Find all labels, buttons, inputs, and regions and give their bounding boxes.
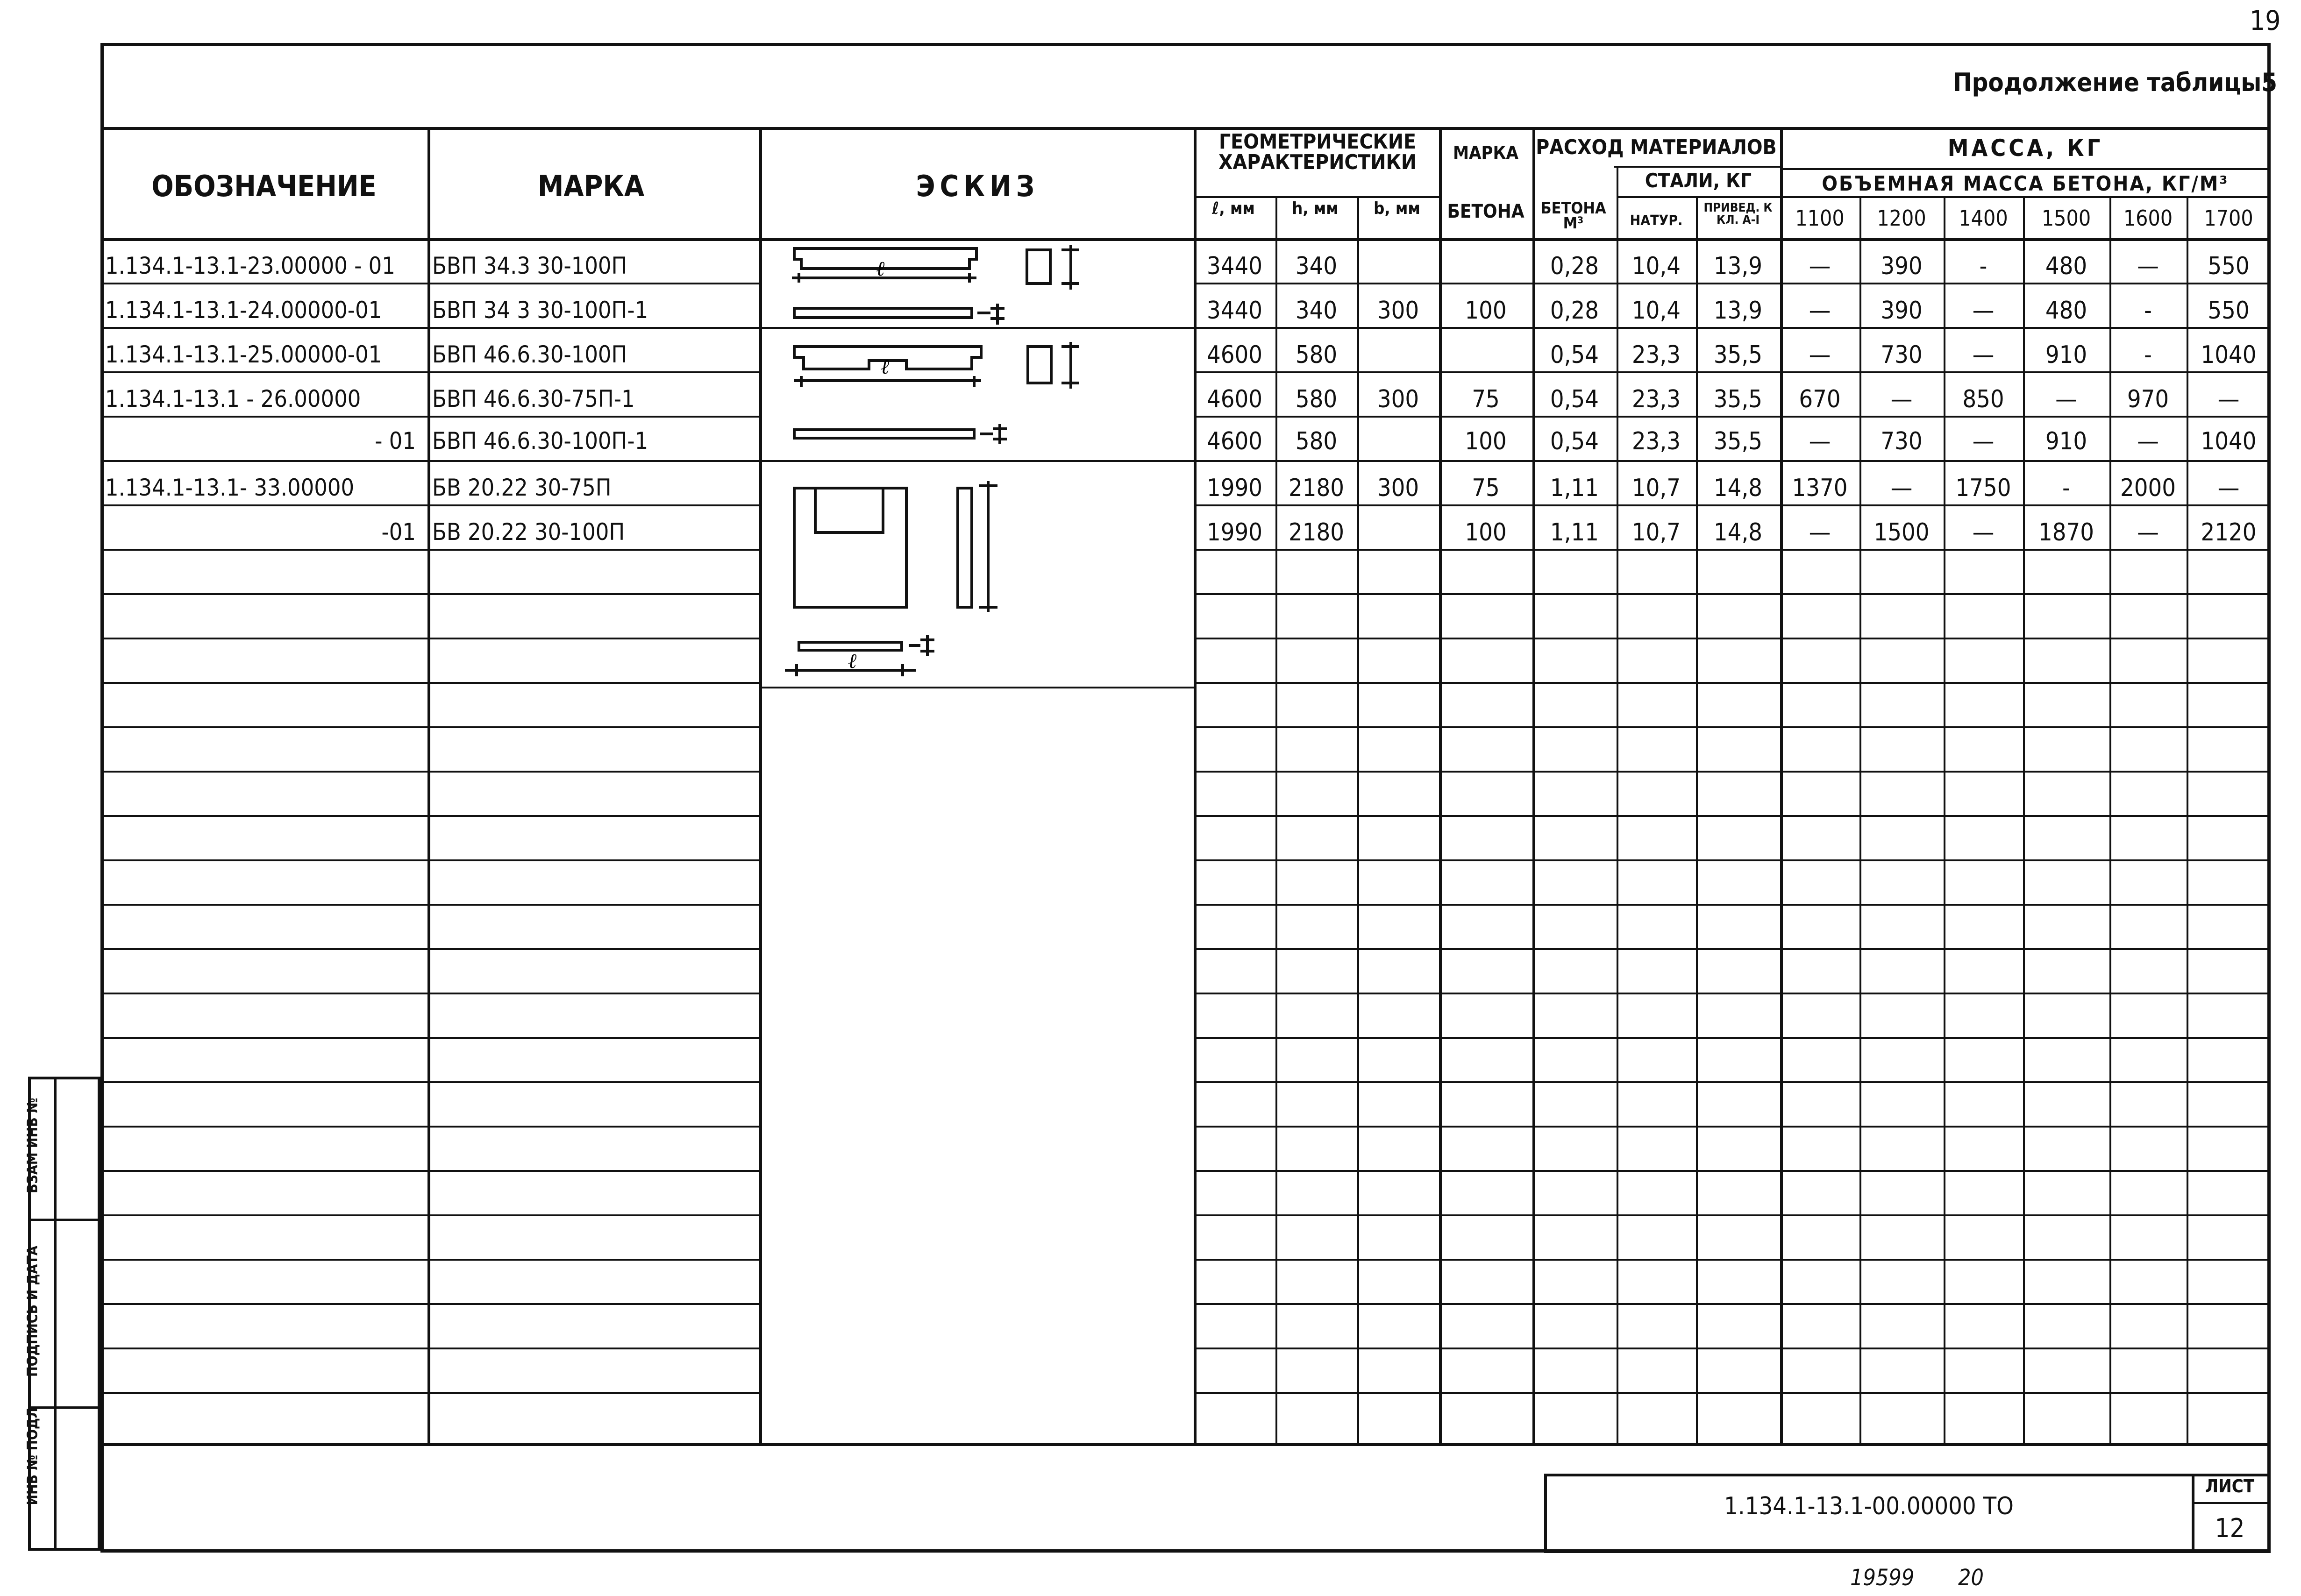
cell-b: 300: [1377, 297, 1419, 325]
header-geom-h: h, мм: [1292, 199, 1339, 218]
cell-nat: 10,7: [1631, 474, 1681, 502]
cell-nat: 10,7: [1631, 518, 1681, 546]
title-block-sheet-number: 12: [2215, 1513, 2245, 1544]
header-steel-reduced: ПРИВЕД. К КЛ. А-I: [1703, 201, 1773, 227]
grid-vline: [1780, 127, 1783, 1443]
cell-b: 300: [1377, 385, 1419, 413]
cell-conc: 0,54: [1550, 427, 1599, 455]
grid-hline: [1194, 1214, 2271, 1216]
cell-m1200: 390: [1881, 252, 1923, 280]
cell-m1100: —: [1809, 427, 1831, 455]
cell-designation: 1.134.1-13.1-24.00000-01: [105, 297, 382, 324]
title-block-sheet-label: ЛИСТ: [2205, 1476, 2255, 1497]
cell-m1200: 390: [1881, 297, 1923, 325]
cell-b: 300: [1377, 474, 1419, 502]
svg-text:ℓ: ℓ: [876, 257, 885, 281]
grid-hline: [1194, 1348, 2271, 1349]
grid-hline: [1194, 771, 2271, 773]
header-geometry: ГЕОМЕТРИЧЕСКИЕ ХАРАКТЕРИСТИКИ: [1218, 130, 1417, 174]
cell-m1400: -: [1979, 252, 1988, 280]
svg-text:ℓ: ℓ: [848, 649, 857, 673]
cell-conc: 1,11: [1550, 518, 1599, 546]
stamp-inv-podl: ИНВ № ПОДЛ: [24, 1407, 41, 1505]
cell-mark: БВП 46.6.30-75П-1: [432, 385, 635, 412]
cell-conc: 0,54: [1550, 341, 1599, 369]
grid-hline: [1194, 904, 2271, 906]
cell-red: 14,8: [1713, 518, 1763, 546]
grid-hline: [1194, 1126, 2271, 1128]
grid-hline: [1194, 1081, 2271, 1083]
footer-note: 19599 20: [1850, 1565, 1984, 1591]
cell-m1100: 670: [1799, 385, 1841, 413]
cell-m1600: —: [2137, 518, 2159, 546]
cell-conc: 0,54: [1550, 385, 1599, 413]
grid-vline: [2023, 196, 2025, 1443]
cell-m1500: 910: [2045, 427, 2087, 455]
sketch-beam-46: [794, 342, 1079, 444]
cell-l: 3440: [1206, 252, 1263, 280]
grid-hline: [1617, 196, 1780, 198]
grid-hline: [1194, 593, 2271, 595]
cell-m1400: —: [1972, 341, 1995, 369]
header-density: ОБЪЕМНАЯ МАССА БЕТОНА, КГ/М³: [1822, 172, 2229, 196]
grid-hline: [1194, 1303, 2271, 1305]
grid-hline: [1780, 168, 2271, 170]
cell-m1400: —: [1972, 518, 1995, 546]
header-density-1200: 1200: [1877, 206, 1926, 231]
grid-hline: [1194, 1037, 2271, 1039]
cell-m1500: 480: [2045, 252, 2087, 280]
grid-hline: [1194, 815, 2271, 817]
cell-m1400: 1750: [1955, 474, 2011, 502]
cell-h: 580: [1295, 427, 1338, 455]
cell-red: 35,5: [1713, 341, 1763, 369]
grid-hline: [1194, 196, 1439, 198]
cell-mark: БВП 34 3 30-100П-1: [432, 297, 648, 324]
cell-m1700: —: [2217, 385, 2240, 413]
cell-cmark: 75: [1472, 474, 1500, 502]
cell-designation: 1.134.1-13.1 - 26.00000: [105, 385, 361, 412]
sketch-drawings: [757, 238, 1205, 696]
cell-m1200: —: [1890, 474, 1913, 502]
grid-vline: [1944, 196, 1945, 1443]
page-number: 19: [2250, 5, 2281, 36]
cell-l: 4600: [1206, 341, 1263, 369]
cell-m1100: 1370: [1792, 474, 1848, 502]
cell-m1200: 730: [1881, 341, 1923, 369]
header-concrete-m3: БЕТОНА М³: [1540, 199, 1606, 233]
cell-m1700: 2120: [2201, 518, 2257, 546]
grid-hline: [100, 1443, 2271, 1446]
cell-m1700: 550: [2208, 252, 2250, 280]
grid-hline: [1614, 166, 1780, 168]
header-sketch: ЭСКИЗ: [916, 169, 1040, 203]
cell-red: 13,9: [1713, 252, 1763, 280]
cell-m1100: —: [1809, 518, 1831, 546]
cell-conc: 0,28: [1550, 252, 1599, 280]
cell-h: 340: [1295, 297, 1338, 325]
cell-red: 35,5: [1713, 385, 1763, 413]
cell-m1500: 910: [2045, 341, 2087, 369]
grid-hline: [1194, 504, 2271, 506]
cell-m1700: 1040: [2201, 427, 2257, 455]
cell-m1200: 730: [1881, 427, 1923, 455]
header-density-1600: 1600: [2123, 206, 2173, 231]
header-steel-nat: НАТУР.: [1630, 213, 1683, 229]
grid-hline: [1194, 371, 2271, 373]
grid-vline: [427, 127, 430, 1443]
grid-vline: [2109, 196, 2111, 1443]
cell-h: 580: [1295, 385, 1338, 413]
cell-m1100: —: [1809, 341, 1831, 369]
sketch-beam-34: [792, 245, 1079, 325]
grid-hline: [1194, 993, 2271, 994]
grid-vline: [1696, 196, 1698, 1443]
cell-m1400: 850: [1962, 385, 2004, 413]
cell-m1600: 2000: [2120, 474, 2176, 502]
cell-m1400: —: [1972, 427, 1995, 455]
cell-m1500: —: [2055, 385, 2077, 413]
header-materials: РАСХОД МАТЕРИАЛОВ: [1536, 135, 1777, 159]
cell-designation: - 01: [375, 427, 416, 454]
cell-m1600: —: [2137, 427, 2159, 455]
header-mark: МАРКА: [537, 169, 645, 203]
grid-vline: [1859, 196, 1861, 1443]
cell-h: 580: [1295, 341, 1338, 369]
header-geom-b: b, мм: [1374, 199, 1420, 218]
cell-designation: 1.134.1-13.1-23.00000 - 01: [105, 252, 395, 279]
cell-cmark: 100: [1465, 297, 1507, 325]
cell-m1700: 550: [2208, 297, 2250, 325]
header-density-1700: 1700: [2204, 206, 2253, 231]
grid-hline: [1194, 1259, 2271, 1261]
cell-l: 4600: [1206, 385, 1263, 413]
cell-mark: БВП 46.6.30-100П: [432, 341, 627, 368]
cell-m1600: 970: [2127, 385, 2169, 413]
cell-red: 14,8: [1713, 474, 1763, 502]
header-density-1500: 1500: [2041, 206, 2091, 231]
cell-nat: 23,3: [1631, 427, 1681, 455]
grid-hline: [1194, 327, 2271, 329]
cell-m1200: 1500: [1874, 518, 1930, 546]
cell-h: 340: [1295, 252, 1338, 280]
cell-l: 1990: [1206, 518, 1263, 546]
cell-nat: 10,4: [1631, 297, 1681, 325]
stamp-vzam-inv: ВЗАМ ИНВ №: [24, 1098, 41, 1193]
header-density-1400: 1400: [1959, 206, 2008, 231]
cell-m1600: -: [2144, 341, 2152, 369]
grid-hline: [1194, 416, 2271, 418]
cell-cmark: 100: [1465, 427, 1507, 455]
grid-hline: [1194, 682, 2271, 684]
grid-hline: [1194, 1170, 2271, 1172]
grid-vline: [1532, 127, 1535, 1443]
cell-m1400: —: [1972, 297, 1995, 325]
grid-vline: [1275, 196, 1277, 1443]
cell-m1100: —: [1809, 252, 1831, 280]
cell-l: 1990: [1206, 474, 1263, 502]
cell-mark: БВП 46.6.30-100П-1: [432, 427, 648, 454]
cell-designation: 1.134.1-13.1-25.00000-01: [105, 341, 382, 368]
grid-hline: [1194, 1392, 2271, 1394]
cell-m1500: 480: [2045, 297, 2087, 325]
header-steel: СТАЛИ, КГ: [1645, 169, 1752, 192]
cell-h: 2180: [1288, 518, 1345, 546]
cell-h: 2180: [1288, 474, 1345, 502]
cell-cmark: 75: [1472, 385, 1500, 413]
cell-m1100: —: [1809, 297, 1831, 325]
cell-cmark: 100: [1465, 518, 1507, 546]
cell-mark: БВ 20.22 30-75П: [432, 474, 612, 501]
cell-mark: БВП 34.3 30-100П: [432, 252, 627, 279]
stamp-signature-date: ПОДПИСЬ И ДАТА: [24, 1246, 41, 1377]
grid-hline: [100, 127, 2271, 130]
cell-m1600: —: [2137, 252, 2159, 280]
header-density-1100: 1100: [1795, 206, 1845, 231]
grid-hline: [1194, 859, 2271, 861]
cell-l: 3440: [1206, 297, 1263, 325]
cell-designation: 1.134.1-13.1- 33.00000: [105, 474, 355, 501]
cell-m1500: 1870: [2038, 518, 2094, 546]
cell-m1200: —: [1890, 385, 1913, 413]
grid-vline: [1439, 127, 1442, 1443]
cell-m1600: -: [2144, 297, 2152, 325]
continuation-title: Продолжение таблицы5: [1953, 68, 2278, 97]
grid-hline: [1194, 283, 2271, 284]
cell-red: 35,5: [1713, 427, 1763, 455]
grid-hline: [1780, 196, 2271, 198]
grid-hline: [1194, 638, 2271, 639]
cell-l: 4600: [1206, 427, 1263, 455]
cell-conc: 0,28: [1550, 297, 1599, 325]
grid-vline: [1617, 166, 1618, 1443]
grid-hline: [1194, 948, 2271, 950]
header-designation: ОБОЗНАЧЕНИЕ: [151, 169, 377, 203]
header-concrete-mark-top: МАРКА: [1453, 142, 1518, 163]
grid-hline: [1194, 460, 2271, 462]
svg-text:ℓ: ℓ: [881, 355, 890, 379]
cell-nat: 23,3: [1631, 341, 1681, 369]
header-mass: МАССА, КГ: [1947, 135, 2103, 162]
cell-mark: БВ 20.22 30-100П: [432, 518, 625, 546]
grid-hline: [1194, 549, 2271, 551]
title-block-code: 1.134.1-13.1-00.00000 ТО: [1724, 1492, 2014, 1520]
cell-nat: 23,3: [1631, 385, 1681, 413]
cell-m1500: -: [2062, 474, 2070, 502]
grid-vline: [1357, 196, 1359, 1443]
cell-red: 13,9: [1713, 297, 1763, 325]
cell-designation: -01: [381, 518, 416, 546]
grid-vline: [2187, 196, 2188, 1443]
cell-nat: 10,4: [1631, 252, 1681, 280]
header-concrete-mark-bottom: БЕТОНА: [1447, 201, 1525, 222]
header-geom-l: ℓ, мм: [1212, 199, 1255, 218]
sketch-wall-panel: [785, 481, 997, 676]
cell-m1700: 1040: [2201, 341, 2257, 369]
grid-hline: [1194, 726, 2271, 728]
cell-m1700: —: [2217, 474, 2240, 502]
cell-conc: 1,11: [1550, 474, 1599, 502]
